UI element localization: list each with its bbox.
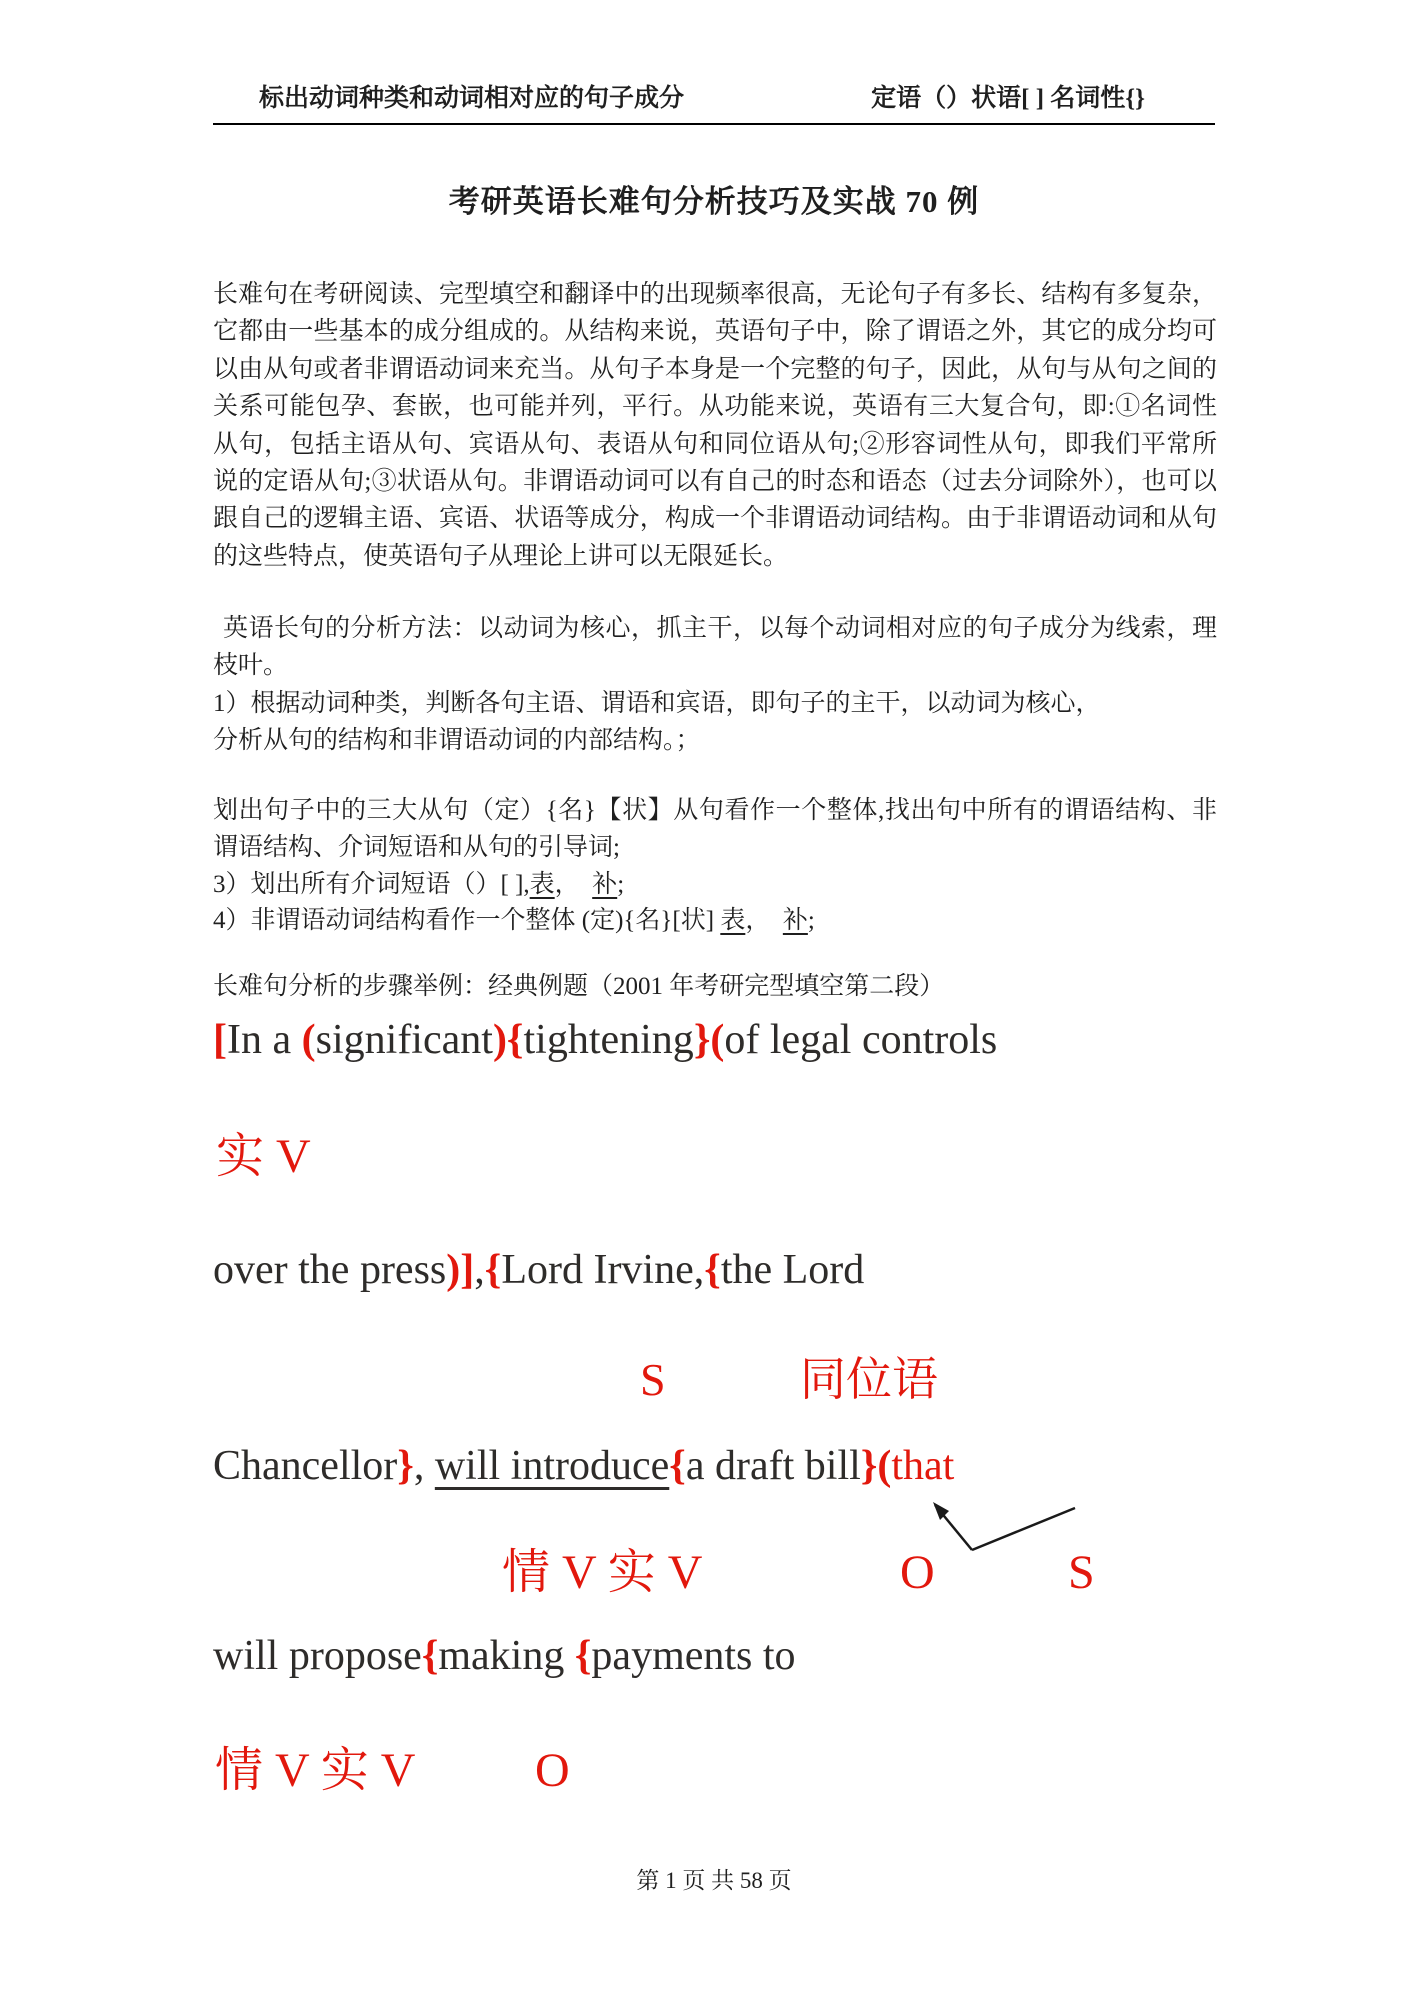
modal-verb-label: 情 V 实 V bbox=[502, 1546, 703, 1599]
apposition-label: 同位语 bbox=[800, 1354, 938, 1405]
object-label: O bbox=[900, 1546, 935, 1599]
example-intro: 长难句分析的步骤举例：经典例题（2001 年考研完型填空第二段） bbox=[213, 973, 945, 1000]
step-4: 4）非谓语动词结构看作一个整体 (定){名}[状] 表， 补; bbox=[213, 907, 815, 934]
intro-paragraph: 长难句在考研阅读、完型填空和翻译中的出现频率很高，无论句子有多长、结构有多复杂，它都由一些基本的成分组成的。从结构来说，英语句子中，除了谓语之外，其它的成分均可以由从句或者非谓语动词来充当。从句子本身是一个完整的句子，因此，从句与从句之间的关系可能包孕、套嵌，也可能并列，平行。从功能来说，英语有三大复合句，即:①名词性从句，包括主语从句、宾语从句、表语从句和同位语从句;②形容词性从句，即我们平常所说的定语从句;③状语从句。非谓语动词可以有自己的时态和语态（过去分词除外），也可以跟自己的逻辑主语、宾语、状语等成分，构成一个非谓语动词结构。由于非谓语动词和从句的这些特点，使英语句子从理论上讲可以无限延长。 bbox=[213, 281, 1217, 570]
step-2: 划出句子中的三大从句（定）{名}【状】从句看作一个整体,找出句中所有的谓语结构、非谓语结构、介词短语和从句的引导词; bbox=[213, 797, 1217, 862]
step-1 bbox=[213, 685, 1217, 760]
page-title: 考研英语长难句分析技巧及实战 70 例 bbox=[448, 184, 980, 219]
example-sentence-line-4: will propose{making {payments to bbox=[213, 1633, 796, 1679]
example-sentence-line-2: over the press)],{Lord Irvine,{the Lord bbox=[213, 1247, 865, 1293]
step-1-line-1: 1）根据动词种类，判断各句主语、谓语和宾语，即句子的主干，以动词为核心， bbox=[213, 690, 1101, 717]
page-header bbox=[213, 78, 1215, 125]
page-number: 第 1 页 共 58 页 bbox=[636, 1868, 792, 1893]
object-label-2: O bbox=[535, 1744, 570, 1797]
example-sentence-line-3: Chancellor}, will introduce{a draft bill}(that bbox=[213, 1443, 955, 1489]
example-sentence-line-1: [In a (significant){tightening}(of legal controls bbox=[213, 1017, 998, 1063]
step-3: 3）划出所有介词短语（）[ ],表， 补; bbox=[213, 871, 625, 898]
subject-label-2: S bbox=[1068, 1546, 1095, 1599]
header-left-label: 标出动词种类和动词相对应的句子成分 bbox=[259, 85, 685, 112]
method-paragraph: 英语长句的分析方法：以动词为核心，抓主干，以每个动词相对应的句子成分为线索，理枝叶。 bbox=[213, 615, 1217, 680]
verb-label-line-1: 实 V bbox=[216, 1130, 311, 1183]
subject-label: S bbox=[640, 1354, 666, 1405]
step-1-line-2: 分析从句的结构和非谓语动词的内部结构。； bbox=[213, 727, 701, 755]
header-right-label: 定语（）状语[ ] 名词性{} bbox=[871, 85, 1145, 112]
modal-verb-label-2: 情 V 实 V bbox=[215, 1744, 416, 1797]
